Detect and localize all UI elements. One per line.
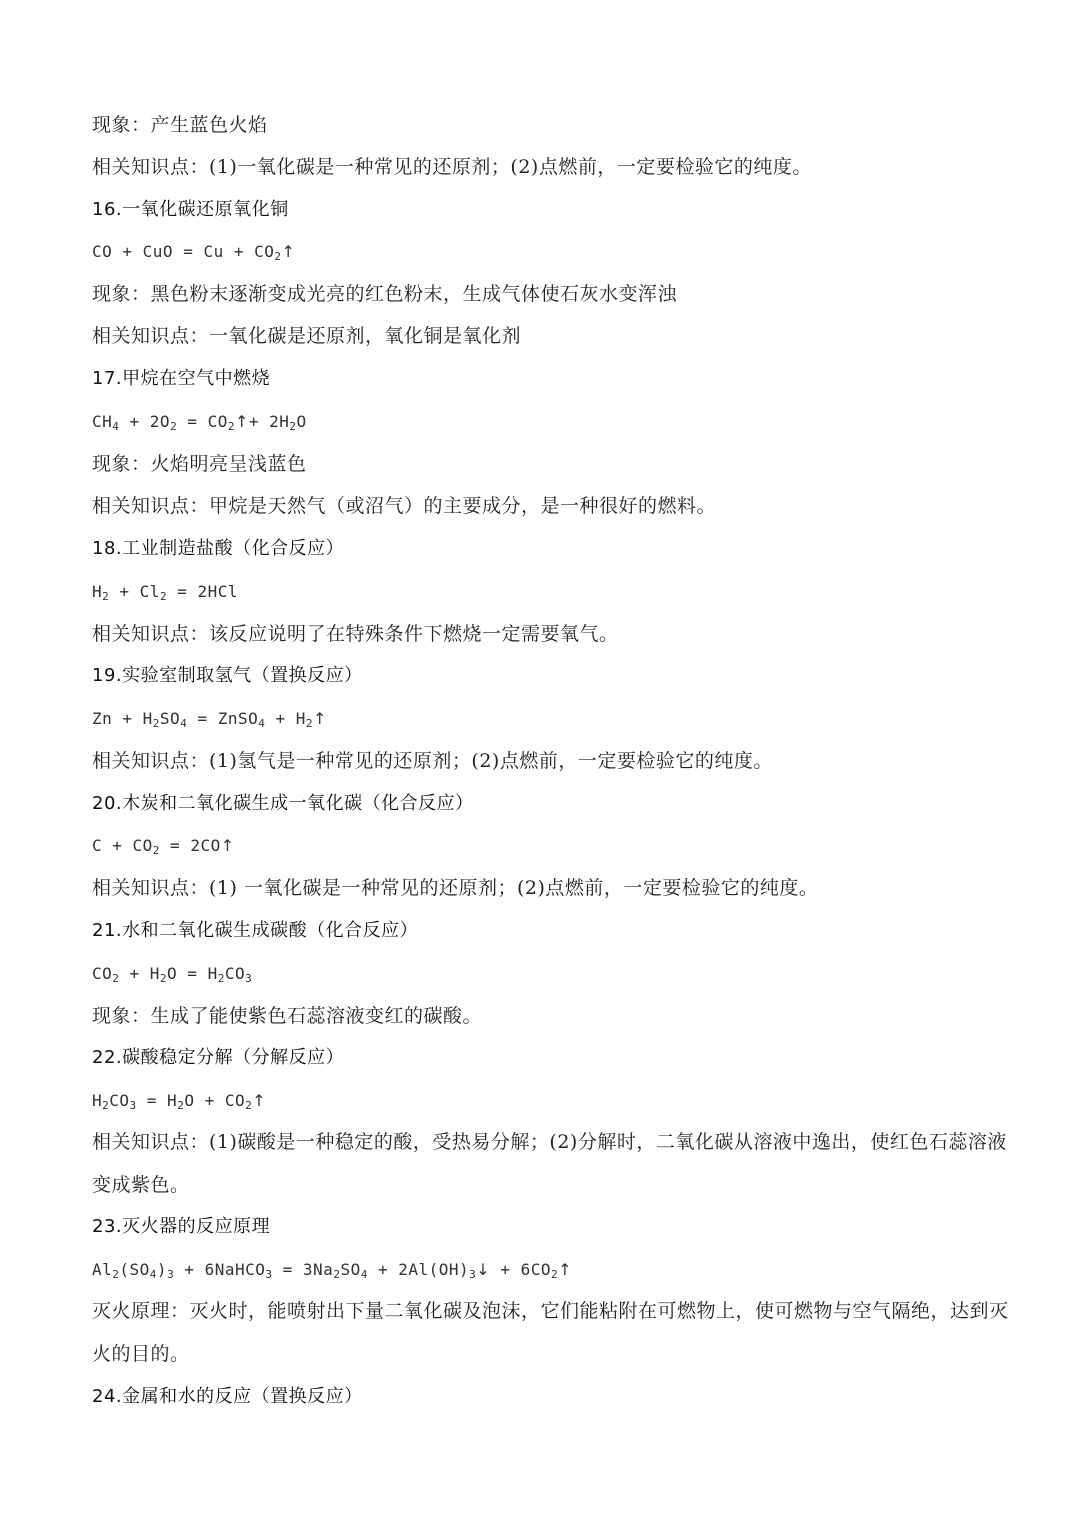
knowledge-text: 相关知识点：(1)氢气是一种常见的还原剂；(2)点燃前，一定要检验它的纯度。	[92, 750, 773, 772]
knowledge-text: 相关知识点：(1)碳酸是一种稳定的酸，受热易分解；(2)分解时，二氧化碳从溶液中逸出，使红色石蕊溶液变成紫色。	[92, 1131, 1007, 1196]
phenomenon-text: 现象：生成了能使紫色石蕊溶液变红的碳酸。	[92, 1005, 483, 1027]
phenomenon-text: 现象：黑色粉末逐渐变成光亮的红色粉末，生成气体使石灰水变浑浊	[92, 283, 678, 305]
section-heading-24: 24.金属和水的反应（置换反应）	[92, 1386, 363, 1407]
section-heading-22: 22.碳酸稳定分解（分解反应）	[92, 1047, 345, 1068]
phenomenon-text: 现象：产生蓝色火焰	[92, 114, 268, 136]
phenomenon-text: 现象：火焰明亮呈浅蓝色	[92, 453, 307, 475]
knowledge-text: 相关知识点：(1)一氧化碳是一种常见的还原剂；(2)点燃前，一定要检验它的纯度。	[92, 156, 812, 178]
equation-19: $Zn + H_2SO_4$ = ZnSO$_4$ + $H_2↑$	[92, 709, 327, 730]
equation-20: $C + CO_2$ = 2CO↑	[92, 836, 235, 857]
equation-17: $CH_4 + 2O_2$ = $CO_2↑+ 2H_2O$	[92, 412, 307, 433]
equation-21: $CO_2 + H_2O = H_2CO_3$	[92, 964, 253, 985]
section-heading-16: 16.一氧化碳还原氧化铜	[92, 199, 289, 220]
knowledge-text: 相关知识点：一氧化碳是还原剂，氧化铜是氧化剂	[92, 325, 522, 347]
knowledge-text: 相关知识点：该反应说明了在特殊条件下燃烧一定需要氧气。	[92, 623, 619, 645]
section-heading-18: 18.工业制造盐酸（化合反应）	[92, 538, 345, 559]
section-heading-17: 17.甲烷在空气中燃烧	[92, 368, 271, 389]
equation-22: $H_2CO_3 = H_2O$ + $CO_2↑$	[92, 1091, 267, 1112]
equation-23: $Al_2(SO_4)_3$ + 6NaHCO$_3$ = $3Na_2SO_4$ + $2Al(OH)_3↓$ + $6CO_2↑$	[92, 1260, 573, 1281]
equation-16: CO + CuO = $Cu + CO_2↑$	[92, 242, 296, 263]
equation-18: $H_2 + Cl_2 = 2HCl$	[92, 582, 238, 603]
knowledge-text: 相关知识点：(1) 一氧化碳是一种常见的还原剂；(2)点燃前，一定要检验它的纯度。	[92, 877, 819, 899]
fire-extinguish-principle-text: 灭火原理：灭火时，能喷射出下量二氧化碳及泡沫，它们能粘附在可燃物上，使可燃物与空气隔绝，达到灭火的目的。	[92, 1300, 1009, 1365]
section-heading-20: 20.木炭和二氧化碳生成一氧化碳（化合反应）	[92, 793, 474, 814]
section-heading-23: 23.灭火器的反应原理	[92, 1216, 271, 1237]
knowledge-text: 相关知识点：甲烷是天然气（或沼气）的主要成分，是一种很好的燃料。	[92, 495, 717, 517]
section-heading-19: 19.实验室制取氢气（置换反应）	[92, 665, 363, 686]
section-heading-21: 21.水和二氧化碳生成碳酸（化合反应）	[92, 920, 419, 941]
